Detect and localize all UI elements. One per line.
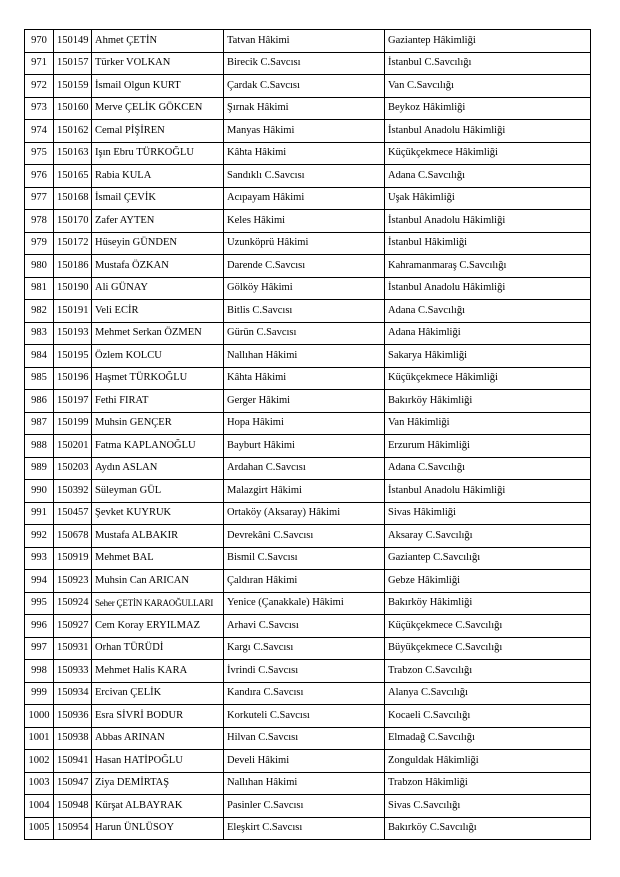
person-name-cell: Işın Ebru TÜRKOĞLU: [92, 142, 224, 165]
registry-number-cell: 150168: [54, 187, 92, 210]
table-row: [25, 502, 591, 525]
new-post-cell: İstanbul C.Savcılığı: [385, 52, 591, 75]
row-number-cell: 1000: [25, 705, 54, 728]
new-post-cell: Alanya C.Savcılığı: [385, 682, 591, 705]
table-row: [25, 637, 591, 660]
table-row: [25, 457, 591, 480]
table-row: [25, 210, 591, 233]
current-post-cell: Hopa Hâkimi: [224, 412, 385, 435]
person-name-cell: Haşmet TÜRKOĞLU: [92, 367, 224, 390]
registry-number-cell: 150933: [54, 660, 92, 683]
registry-number-cell: 150163: [54, 142, 92, 165]
table-row: [25, 412, 591, 435]
current-post-cell: Nallıhan Hâkimi: [224, 345, 385, 368]
table-row: [25, 165, 591, 188]
new-post-cell: Küçükçekmece Hâkimliği: [385, 367, 591, 390]
row-number-cell: 1001: [25, 727, 54, 750]
registry-number-cell: 150954: [54, 817, 92, 840]
new-post-cell: İstanbul Anadolu Hâkimliği: [385, 120, 591, 143]
assignment-table-body: [25, 30, 591, 840]
row-number-cell: 992: [25, 525, 54, 548]
row-number-cell: 981: [25, 277, 54, 300]
new-post-cell: Büyükçekmece C.Savcılığı: [385, 637, 591, 660]
new-post-cell: Gaziantep C.Savcılığı: [385, 547, 591, 570]
person-name-cell: İsmail Olgun KURT: [92, 75, 224, 98]
person-name-cell: Muhsin GENÇER: [92, 412, 224, 435]
new-post-cell: Aksaray C.Savcılığı: [385, 525, 591, 548]
row-number-cell: 993: [25, 547, 54, 570]
registry-number-cell: 150170: [54, 210, 92, 233]
table-row: [25, 705, 591, 728]
row-number-cell: 980: [25, 255, 54, 278]
new-post-cell: Bakırköy Hâkimliği: [385, 390, 591, 413]
row-number-cell: 973: [25, 97, 54, 120]
current-post-cell: Uzunköprü Hâkimi: [224, 232, 385, 255]
registry-number-cell: 150678: [54, 525, 92, 548]
row-number-cell: 998: [25, 660, 54, 683]
current-post-cell: Nallıhan Hâkimi: [224, 772, 385, 795]
current-post-cell: Kâhta Hâkimi: [224, 142, 385, 165]
current-post-cell: Kâhta Hâkimi: [224, 367, 385, 390]
table-row: [25, 547, 591, 570]
current-post-cell: Ortaköy (Aksaray) Hâkimi: [224, 502, 385, 525]
person-name-cell: Kürşat ALBAYRAK: [92, 795, 224, 818]
current-post-cell: Manyas Hâkimi: [224, 120, 385, 143]
new-post-cell: Bakırköy Hâkimliği: [385, 592, 591, 615]
row-number-cell: 979: [25, 232, 54, 255]
row-number-cell: 971: [25, 52, 54, 75]
person-name-cell: Merve ÇELİK GÖKCEN: [92, 97, 224, 120]
table-row: [25, 75, 591, 98]
registry-number-cell: 150160: [54, 97, 92, 120]
current-post-cell: Çardak C.Savcısı: [224, 75, 385, 98]
row-number-cell: 999: [25, 682, 54, 705]
registry-number-cell: 150927: [54, 615, 92, 638]
row-number-cell: 977: [25, 187, 54, 210]
new-post-cell: Zonguldak Hâkimliği: [385, 750, 591, 773]
person-name-cell: Ali GÜNAY: [92, 277, 224, 300]
row-number-cell: 991: [25, 502, 54, 525]
person-name-cell: Muhsin Can ARICAN: [92, 570, 224, 593]
table-row: [25, 570, 591, 593]
table-row: [25, 525, 591, 548]
new-post-cell: Van C.Savcılığı: [385, 75, 591, 98]
current-post-cell: Keles Hâkimi: [224, 210, 385, 233]
table-row: [25, 232, 591, 255]
person-name-cell: Harun ÜNLÜSOY: [92, 817, 224, 840]
row-number-cell: 996: [25, 615, 54, 638]
new-post-cell: Adana C.Savcılığı: [385, 165, 591, 188]
registry-number-cell: 150924: [54, 592, 92, 615]
person-name-cell: Mehmet BAL: [92, 547, 224, 570]
row-number-cell: 983: [25, 322, 54, 345]
current-post-cell: Darende C.Savcısı: [224, 255, 385, 278]
person-name-cell: Türker VOLKAN: [92, 52, 224, 75]
new-post-cell: Adana C.Savcılığı: [385, 457, 591, 480]
new-post-cell: Uşak Hâkimliği: [385, 187, 591, 210]
current-post-cell: Bismil C.Savcısı: [224, 547, 385, 570]
row-number-cell: 1004: [25, 795, 54, 818]
current-post-cell: Eleşkirt C.Savcısı: [224, 817, 385, 840]
current-post-cell: Birecik C.Savcısı: [224, 52, 385, 75]
person-name-cell: Hasan HATİPOĞLU: [92, 750, 224, 773]
person-name-cell: Hüseyin GÜNDEN: [92, 232, 224, 255]
row-number-cell: 988: [25, 435, 54, 458]
person-name-cell: Zafer AYTEN: [92, 210, 224, 233]
row-number-cell: 982: [25, 300, 54, 323]
registry-number-cell: 150197: [54, 390, 92, 413]
new-post-cell: İstanbul Anadolu Hâkimliği: [385, 277, 591, 300]
person-name-cell: Esra SİVRİ BODUR: [92, 705, 224, 728]
table-row: [25, 795, 591, 818]
registry-number-cell: 150159: [54, 75, 92, 98]
registry-number-cell: 150162: [54, 120, 92, 143]
new-post-cell: Elmadağ C.Savcılığı: [385, 727, 591, 750]
current-post-cell: Sandıklı C.Savcısı: [224, 165, 385, 188]
row-number-cell: 997: [25, 637, 54, 660]
current-post-cell: Bayburt Hâkimi: [224, 435, 385, 458]
table-row: [25, 727, 591, 750]
person-name-cell: Aydın ASLAN: [92, 457, 224, 480]
registry-number-cell: 150165: [54, 165, 92, 188]
person-name-cell: Ercivan ÇELİK: [92, 682, 224, 705]
row-number-cell: 976: [25, 165, 54, 188]
current-post-cell: Hilvan C.Savcısı: [224, 727, 385, 750]
row-number-cell: 975: [25, 142, 54, 165]
table-row: [25, 97, 591, 120]
registry-number-cell: 150457: [54, 502, 92, 525]
table-row: [25, 300, 591, 323]
current-post-cell: Ardahan C.Savcısı: [224, 457, 385, 480]
registry-number-cell: 150203: [54, 457, 92, 480]
person-name-cell: Mehmet Serkan ÖZMEN: [92, 322, 224, 345]
table-row: [25, 817, 591, 840]
new-post-cell: Adana C.Savcılığı: [385, 300, 591, 323]
table-row: [25, 277, 591, 300]
table-row: [25, 30, 591, 53]
row-number-cell: 1002: [25, 750, 54, 773]
registry-number-cell: 150149: [54, 30, 92, 53]
current-post-cell: Kandıra C.Savcısı: [224, 682, 385, 705]
current-post-cell: Arhavi C.Savcısı: [224, 615, 385, 638]
table-row: [25, 435, 591, 458]
table-row: [25, 52, 591, 75]
registry-number-cell: 150199: [54, 412, 92, 435]
new-post-cell: Trabzon Hâkimliği: [385, 772, 591, 795]
table-row: [25, 480, 591, 503]
current-post-cell: Korkuteli C.Savcısı: [224, 705, 385, 728]
row-number-cell: 970: [25, 30, 54, 53]
registry-number-cell: 150186: [54, 255, 92, 278]
registry-number-cell: 150936: [54, 705, 92, 728]
row-number-cell: 1003: [25, 772, 54, 795]
table-row: [25, 142, 591, 165]
current-post-cell: Gürün C.Savcısı: [224, 322, 385, 345]
registry-number-cell: 150923: [54, 570, 92, 593]
new-post-cell: Kahramanmaraş C.Savcılığı: [385, 255, 591, 278]
registry-number-cell: 150947: [54, 772, 92, 795]
person-name-cell: Fethi FIRAT: [92, 390, 224, 413]
row-number-cell: 978: [25, 210, 54, 233]
current-post-cell: Yenice (Çanakkale) Hâkimi: [224, 592, 385, 615]
row-number-cell: 994: [25, 570, 54, 593]
row-number-cell: 974: [25, 120, 54, 143]
current-post-cell: Malazgirt Hâkimi: [224, 480, 385, 503]
current-post-cell: Şırnak Hâkimi: [224, 97, 385, 120]
person-name-cell: Abbas ARINAN: [92, 727, 224, 750]
registry-number-cell: 150201: [54, 435, 92, 458]
person-name-cell: Seher ÇETİN KARAOĞULLARI: [92, 592, 224, 615]
table-row: [25, 120, 591, 143]
new-post-cell: Van Hâkimliği: [385, 412, 591, 435]
person-name-cell: Şevket KUYRUK: [92, 502, 224, 525]
registry-number-cell: 150191: [54, 300, 92, 323]
assignment-table: [24, 29, 591, 840]
current-post-cell: İvrindi C.Savcısı: [224, 660, 385, 683]
row-number-cell: 972: [25, 75, 54, 98]
row-number-cell: 989: [25, 457, 54, 480]
registry-number-cell: 150193: [54, 322, 92, 345]
new-post-cell: Gaziantep Hâkimliği: [385, 30, 591, 53]
table-row: [25, 255, 591, 278]
registry-number-cell: 150157: [54, 52, 92, 75]
new-post-cell: Trabzon C.Savcılığı: [385, 660, 591, 683]
new-post-cell: İstanbul Anadolu Hâkimliği: [385, 480, 591, 503]
new-post-cell: Küçükçekmece Hâkimliği: [385, 142, 591, 165]
person-name-cell: Ahmet ÇETİN: [92, 30, 224, 53]
registry-number-cell: 150934: [54, 682, 92, 705]
row-number-cell: 984: [25, 345, 54, 368]
registry-number-cell: 150190: [54, 277, 92, 300]
table-row: [25, 367, 591, 390]
current-post-cell: Acıpayam Hâkimi: [224, 187, 385, 210]
table-row: [25, 660, 591, 683]
registry-number-cell: 150195: [54, 345, 92, 368]
person-name-cell: Fatma KAPLANOĞLU: [92, 435, 224, 458]
registry-number-cell: 150919: [54, 547, 92, 570]
table-row: [25, 322, 591, 345]
person-name-cell: Mehmet Halis KARA: [92, 660, 224, 683]
new-post-cell: İstanbul Hâkimliği: [385, 232, 591, 255]
person-name-cell: Cemal PİŞİREN: [92, 120, 224, 143]
row-number-cell: 995: [25, 592, 54, 615]
current-post-cell: Çaldıran Hâkimi: [224, 570, 385, 593]
person-name-cell: Rabia KULA: [92, 165, 224, 188]
table-row: [25, 390, 591, 413]
current-post-cell: Tatvan Hâkimi: [224, 30, 385, 53]
row-number-cell: 987: [25, 412, 54, 435]
registry-number-cell: 150941: [54, 750, 92, 773]
current-post-cell: Kargı C.Savcısı: [224, 637, 385, 660]
new-post-cell: Adana Hâkimliği: [385, 322, 591, 345]
row-number-cell: 1005: [25, 817, 54, 840]
current-post-cell: Devrekâni C.Savcısı: [224, 525, 385, 548]
person-name-cell: Ziya DEMİRTAŞ: [92, 772, 224, 795]
row-number-cell: 986: [25, 390, 54, 413]
new-post-cell: İstanbul Anadolu Hâkimliği: [385, 210, 591, 233]
table-row: [25, 682, 591, 705]
new-post-cell: Kocaeli C.Savcılığı: [385, 705, 591, 728]
new-post-cell: Sivas Hâkimliği: [385, 502, 591, 525]
new-post-cell: Beykoz Hâkimliği: [385, 97, 591, 120]
person-name-cell: Süleyman GÜL: [92, 480, 224, 503]
current-post-cell: Pasinler C.Savcısı: [224, 795, 385, 818]
new-post-cell: Erzurum Hâkimliği: [385, 435, 591, 458]
registry-number-cell: 150948: [54, 795, 92, 818]
new-post-cell: Sivas C.Savcılığı: [385, 795, 591, 818]
current-post-cell: Bitlis C.Savcısı: [224, 300, 385, 323]
registry-number-cell: 150196: [54, 367, 92, 390]
registry-number-cell: 150392: [54, 480, 92, 503]
new-post-cell: Küçükçekmece C.Savcılığı: [385, 615, 591, 638]
current-post-cell: Gölköy Hâkimi: [224, 277, 385, 300]
table-row: [25, 345, 591, 368]
row-number-cell: 990: [25, 480, 54, 503]
new-post-cell: Bakırköy C.Savcılığı: [385, 817, 591, 840]
row-number-cell: 985: [25, 367, 54, 390]
table-row: [25, 772, 591, 795]
person-name-cell: Mustafa ALBAKIR: [92, 525, 224, 548]
registry-number-cell: 150172: [54, 232, 92, 255]
table-row: [25, 615, 591, 638]
table-row: [25, 750, 591, 773]
current-post-cell: Develi Hâkimi: [224, 750, 385, 773]
person-name-cell: Orhan TÜRÜDİ: [92, 637, 224, 660]
new-post-cell: Sakarya Hâkimliği: [385, 345, 591, 368]
new-post-cell: Gebze Hâkimliği: [385, 570, 591, 593]
registry-number-cell: 150931: [54, 637, 92, 660]
person-name-cell: Mustafa ÖZKAN: [92, 255, 224, 278]
current-post-cell: Gerger Hâkimi: [224, 390, 385, 413]
person-name-cell: Veli ECİR: [92, 300, 224, 323]
person-name-cell: Cem Koray ERYILMAZ: [92, 615, 224, 638]
table-row: [25, 187, 591, 210]
table-row: [25, 592, 591, 615]
registry-number-cell: 150938: [54, 727, 92, 750]
person-name-cell: Özlem KOLCU: [92, 345, 224, 368]
person-name-cell: İsmail ÇEVİK: [92, 187, 224, 210]
